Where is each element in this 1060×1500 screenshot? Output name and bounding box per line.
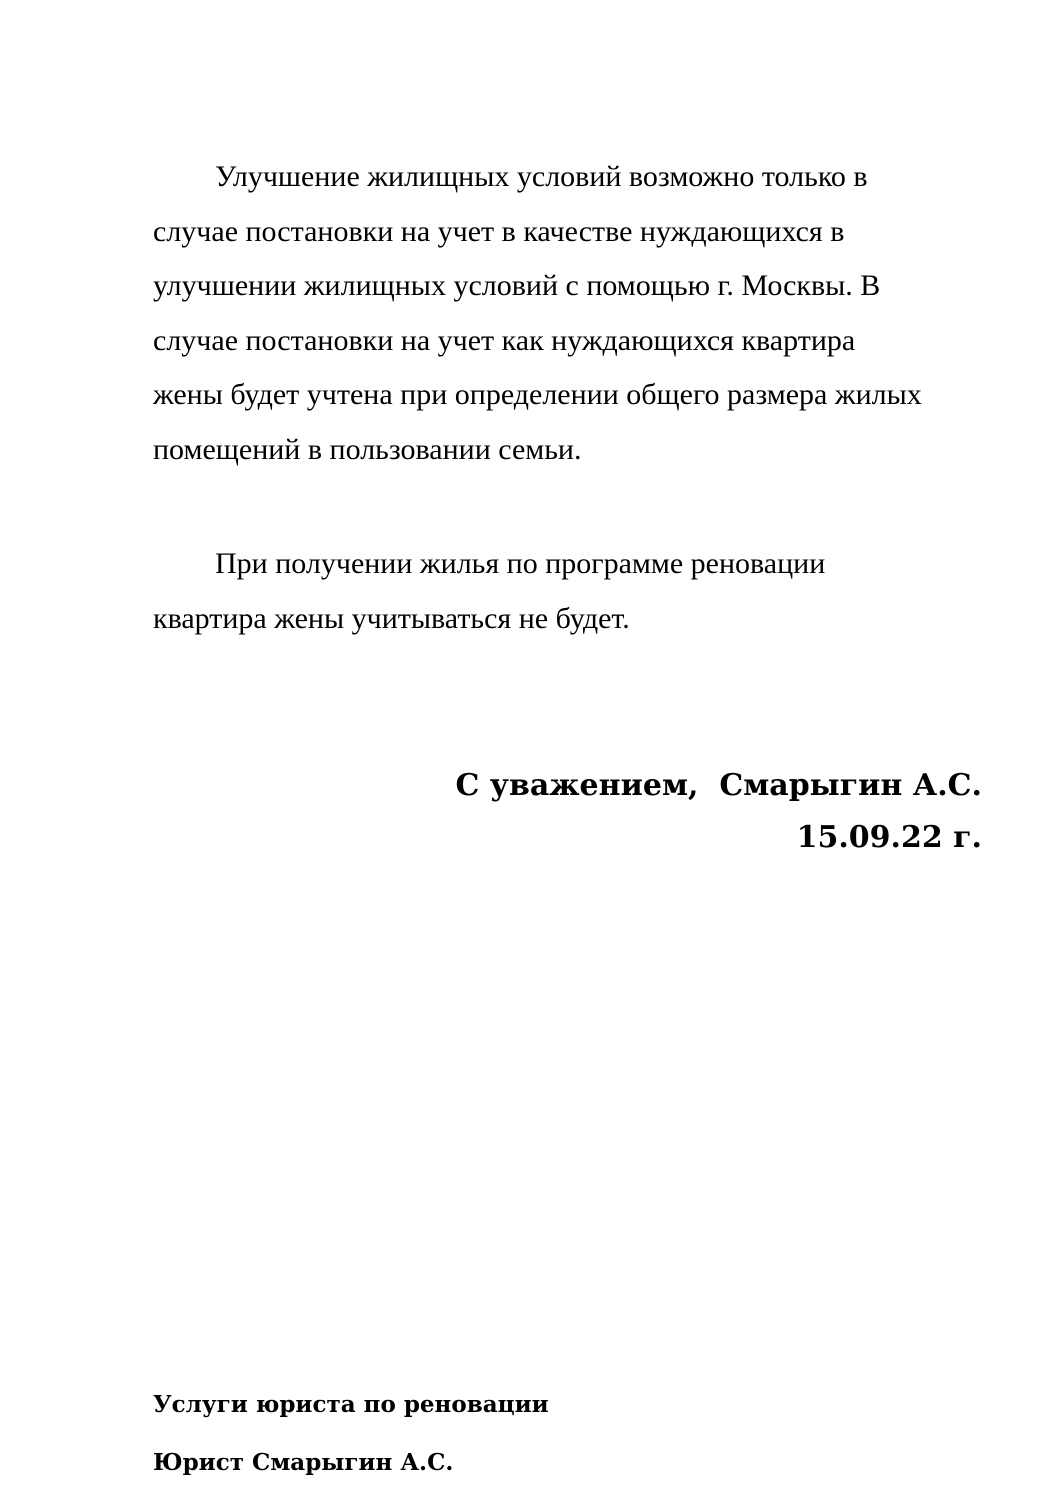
paragraph-line: помещений в пользовании семьи. (153, 432, 582, 466)
footer-service-title: Услуги юриста по реновации (153, 1391, 549, 1418)
paragraph-line: случае постановки на учет как нуждающихся квартира (153, 323, 856, 357)
paragraph-line: улучшении жилищных условий с помощью г. Москвы. В (153, 269, 881, 302)
paragraph-line: случае постановки на учет в качестве нуждающихся в (153, 214, 845, 248)
paragraph-housing-conditions (153, 150, 993, 477)
paragraph-line: При получении жилья по программе реновации (215, 547, 826, 580)
paragraph-line: Улучшение жилищных условий возможно только в (215, 160, 868, 193)
paragraph-line: жены будет учтена при определении общего размера жилых (153, 378, 922, 411)
closing-date: 15.09.22 г. (796, 820, 982, 855)
footer-author: Юрист Смарыгин А.С. (153, 1449, 454, 1476)
paragraph-renovation (153, 537, 993, 646)
paragraph-line: квартира жены учитываться не будет. (153, 601, 630, 635)
closing-signature: С уважением, Смарыгин А.С. (455, 768, 982, 803)
